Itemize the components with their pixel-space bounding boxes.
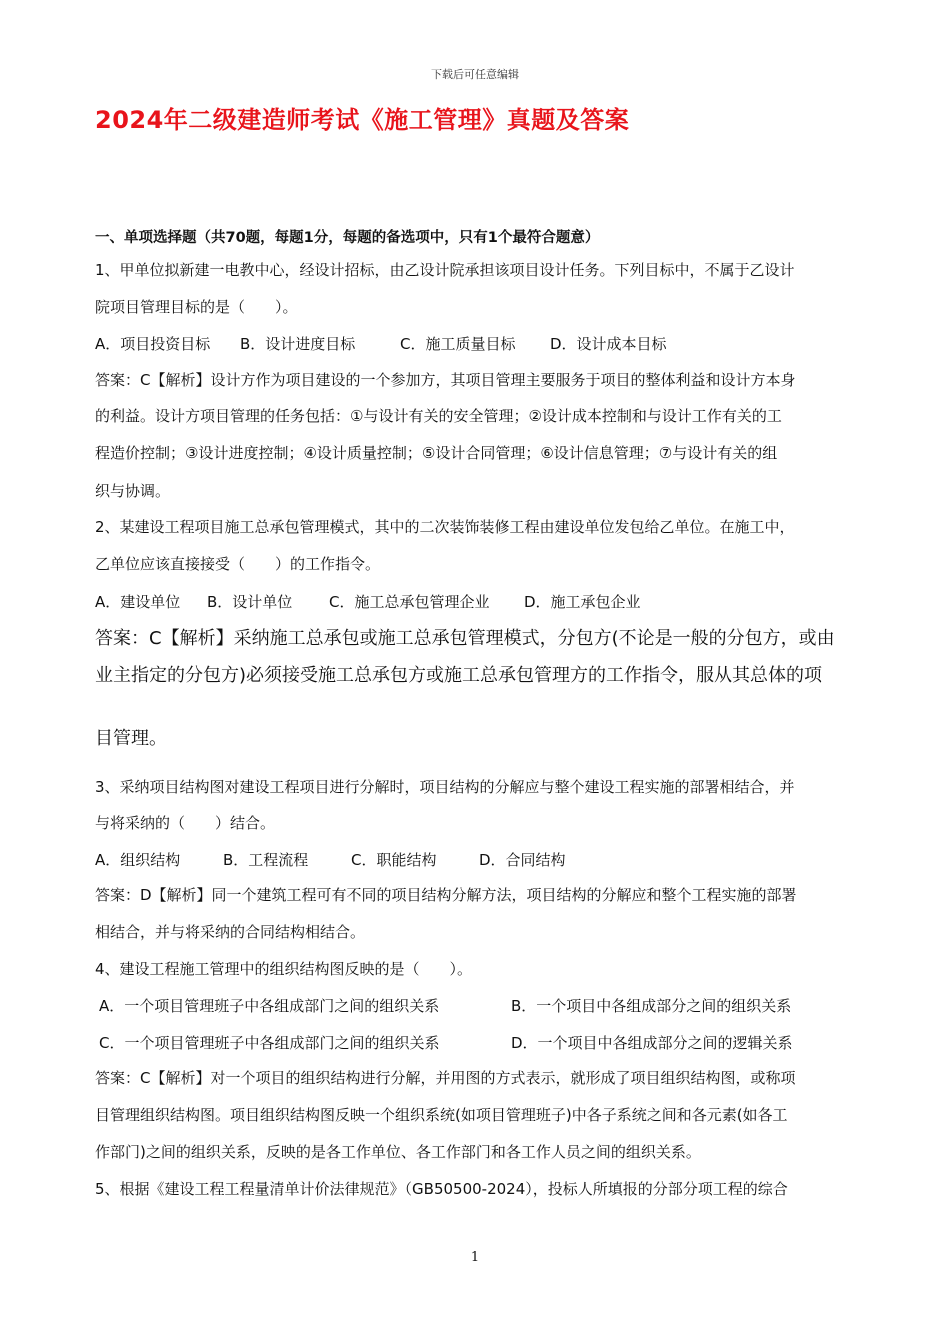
q3-option-b: B．工程流程: [223, 851, 309, 869]
q2-option-a: A．建设单位: [95, 593, 181, 611]
q3-option-d: D．合同结构: [479, 851, 566, 869]
q4-options-row-2: [99, 1032, 793, 1053]
q1-answer-line-2: 的利益。设计方项目管理的任务包括：①与设计有关的安全管理；②设计成本控制和与设计工作有关的工: [95, 407, 782, 425]
page-header: 下载后可任意编辑: [431, 68, 519, 81]
q4-answer-line-2: 目管理组织结构图。项目组织结构图反映一个组织系统(如项目管理班子)中各子系统之间和各元素(如各工: [95, 1106, 788, 1124]
q1-answer-line-1: 答案：C【解析】设计方作为项目建设的一个参加方，其项目管理主要服务于项目的整体利益和设计方本身: [95, 371, 796, 389]
q4-answer-line-1: 答案：C【解析】对一个项目的组织结构进行分解，并用图的方式表示，就形成了项目组织结构图，或称项: [95, 1069, 796, 1087]
q1-answer-line-3: 程造价控制；③设计进度控制；④设计质量控制；⑤设计合同管理；⑥设计信息管理；⑦与设计有关的组: [95, 444, 778, 462]
q1-option-d: D．设计成本目标: [550, 335, 667, 353]
q2-answer-line-3: 目管理。: [95, 728, 167, 749]
document-title: 2024年二级建造师考试《施工管理》真题及答案: [95, 106, 630, 134]
q3-answer-line-2: 相结合，并与将采纳的合同结构相结合。: [95, 923, 366, 941]
q4-answer-line-3: 作部门)之间的组织关系，反映的是各工作单位、各工作部门和各工作人员之间的组织关系。: [95, 1143, 701, 1161]
q2-answer-line-1: 答案：C【解析】采纳施工总承包或施工总承包管理模式，分包方(不论是一般的分包方，或由: [95, 628, 835, 649]
q1-option-c: C．施工质量目标: [400, 335, 516, 353]
q2-stem-line-2: 乙单位应该直接接受（ ）的工作指令。: [95, 555, 381, 573]
q4-option-a: A．一个项目管理班子中各组成部门之间的组织关系: [99, 997, 440, 1015]
q1-stem-line-2: 院项目管理目标的是（ ）。: [95, 298, 298, 316]
q3-option-c: C．职能结构: [351, 851, 437, 869]
page-number: 1: [470, 1250, 480, 1265]
q5-stem-line-1: 5、根据《建设工程工程量清单计价法律规范》（GB50500-2024），投标人所填报的分部分项工程的综合: [95, 1180, 788, 1198]
q3-option-a: A．组织结构: [95, 851, 181, 869]
q4-option-c: C．一个项目管理班子中各组成部门之间的组织关系: [99, 1034, 440, 1052]
q3-stem-line-2: 与将采纳的（ ）结合。: [95, 814, 276, 832]
q2-option-b: B．设计单位: [207, 593, 293, 611]
q2-stem-line-1: 2、某建设工程项目施工总承包管理模式，其中的二次装饰装修工程由建设单位发包给乙单位。在施工中，: [95, 518, 795, 536]
q1-stem-line-1: 1、甲单位拟新建一电教中心，经设计招标，由乙设计院承担该项目设计任务。下列目标中，不属于乙设计: [95, 261, 795, 279]
q4-option-d: D．一个项目中各组成部分之间的逻辑关系: [511, 1034, 793, 1052]
q1-answer-line-4: 织与协调。: [95, 482, 171, 500]
q2-answer-line-2: 业主指定的分包方)必须接受施工总承包方或施工总承包管理方的工作指令，服从其总体的项: [95, 665, 823, 686]
q1-option-a: A．项目投资目标: [95, 335, 211, 353]
q1-options: [95, 333, 667, 354]
q4-option-b: B．一个项目中各组成部分之间的组织关系: [511, 997, 792, 1015]
q3-options: [95, 849, 566, 870]
q2-option-d: D．施工承包企业: [524, 593, 641, 611]
q4-options-row-1: [99, 995, 791, 1016]
q3-answer-line-1: 答案：D【解析】同一个建筑工程可有不同的项目结构分解方法，项目结构的分解应和整个工程实施的部署: [95, 886, 797, 904]
q1-option-b: B．设计进度目标: [240, 335, 356, 353]
section-heading: 一、单项选择题（共70题，每题1分，每题的备选项中，只有1个最符合题意）: [95, 230, 600, 246]
q4-stem-line-1: 4、建设工程施工管理中的组织结构图反映的是（ ）。: [95, 960, 473, 978]
q2-option-c: C．施工总承包管理企业: [329, 593, 490, 611]
q2-options: [95, 591, 641, 612]
q3-stem-line-1: 3、采纳项目结构图对建设工程项目进行分解时，项目结构的分解应与整个建设工程实施的部署相结合，并: [95, 778, 795, 796]
